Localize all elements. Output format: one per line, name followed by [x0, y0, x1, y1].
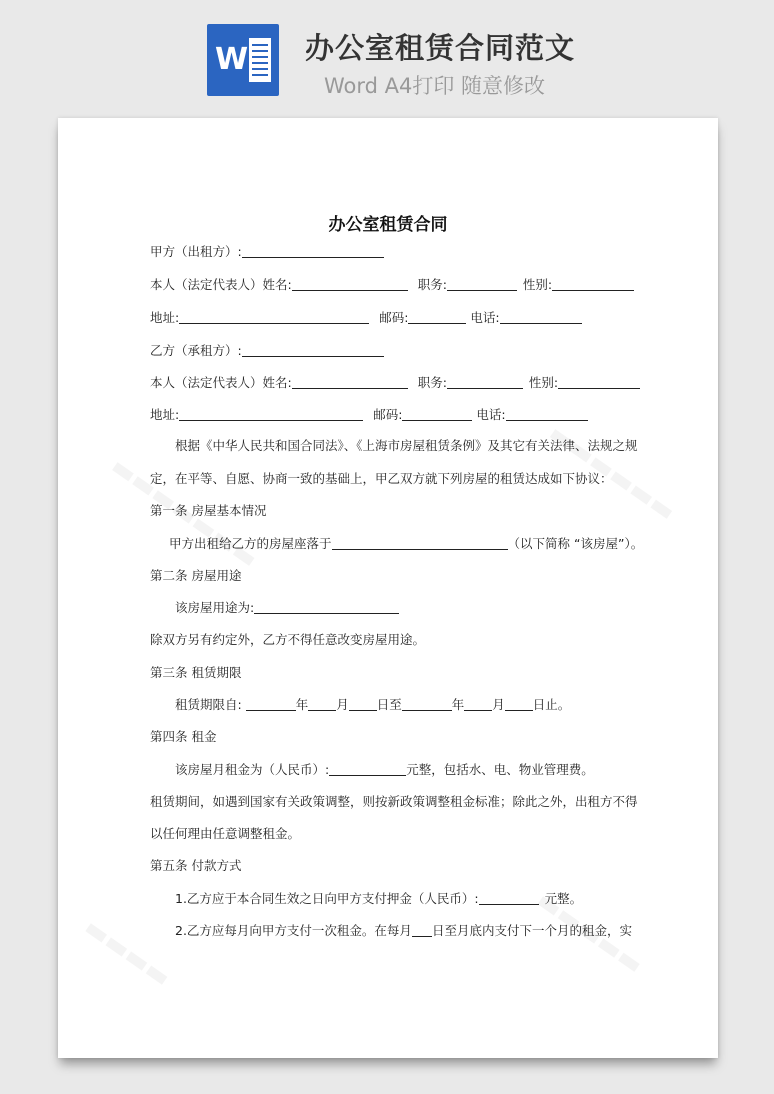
rep-label: 本人（法定代表人）姓名: — [150, 375, 292, 390]
payment-label: 2.乙方应每月向甲方支付一次租金。在每月 — [175, 923, 412, 938]
start-day-blank[interactable] — [349, 698, 377, 711]
party-b-line — [150, 343, 384, 359]
term-label: 租赁期限自: — [175, 697, 242, 712]
preview-header — [0, 0, 774, 112]
day-end-label: 日止。 — [532, 697, 571, 712]
party-a-rep-line — [150, 277, 634, 293]
start-year-blank[interactable] — [246, 698, 296, 711]
word-icon — [207, 24, 279, 96]
intro-paragraph-line-1: 根据《中华人民共和国合同法》、《上海市房屋租赁条例》及其它有关法律、法规之规 — [175, 438, 638, 453]
phone-blank[interactable] — [506, 408, 588, 421]
party-a-blank[interactable] — [242, 245, 384, 258]
intro-paragraph-line-2: 定，在平等、自愿、协商一致的基础上，甲乙双方就下列房屋的租赁达成如下协议： — [150, 471, 613, 486]
end-day-blank[interactable] — [505, 698, 533, 711]
article-4-note-2: 以任何理由任意调整租金。 — [150, 826, 301, 841]
payment-day-blank[interactable] — [412, 924, 432, 937]
rep-label: 本人（法定代表人）姓名: — [150, 277, 292, 292]
position-blank[interactable] — [447, 376, 523, 389]
party-a-line — [150, 244, 384, 260]
article-2-text-a: 该房屋用途为: — [175, 600, 255, 615]
address-blank[interactable] — [179, 408, 363, 421]
gender-blank[interactable] — [558, 376, 640, 389]
article-2-note: 除双方另有约定外，乙方不得任意改变房屋用途。 — [150, 632, 426, 647]
party-b-rep-line — [150, 375, 640, 391]
year-label: 年 — [295, 697, 309, 712]
address-blank[interactable] — [179, 311, 369, 324]
party-b-label: 乙方（承租方）: — [150, 343, 242, 358]
document-title: 办公室租赁合同 — [328, 215, 448, 235]
article-4-note-1: 租赁期间，如遇到国家有关政策调整，则按新政策调整租金标准；除此之外，出租方不得 — [150, 794, 638, 809]
document-page — [58, 118, 718, 1058]
article-3-text — [175, 697, 570, 713]
gender-blank[interactable] — [552, 278, 634, 291]
rep-name-blank[interactable] — [292, 278, 408, 291]
article-3-title: 第三条 租赁期限 — [150, 665, 242, 680]
page-title: 办公室租赁合同范文 — [305, 31, 576, 65]
rent-suffix: 元整，包括水、电、物业管理费。 — [406, 762, 594, 777]
address-label: 地址: — [150, 407, 180, 422]
month-label: 月 — [492, 697, 505, 712]
document-lines-icon — [249, 38, 271, 82]
end-month-blank[interactable] — [464, 698, 492, 711]
party-b-blank[interactable] — [242, 344, 384, 357]
payment-suffix: 日至月底内支付下一个月的租金，实 — [431, 923, 632, 938]
postcode-label: 邮码: — [379, 310, 409, 325]
year-label: 年 — [451, 697, 465, 712]
rent-blank[interactable] — [329, 763, 406, 776]
month-label: 月 — [336, 697, 349, 712]
article-5-item-1 — [175, 891, 582, 907]
gender-label: 性别: — [522, 277, 553, 292]
deposit-blank[interactable] — [479, 892, 539, 905]
position-blank[interactable] — [447, 278, 517, 291]
phone-label: 电话: — [470, 310, 500, 325]
article-1-text — [169, 536, 643, 552]
address-label: 地址: — [150, 310, 180, 325]
rent-label: 该房屋月租金为（人民币）: — [175, 762, 330, 777]
party-a-label: 甲方（出租方）: — [150, 244, 242, 259]
position-label: 职务: — [417, 277, 447, 292]
article-1-text-a: 甲方出租给乙方的房屋座落于 — [169, 536, 332, 551]
location-blank[interactable] — [332, 537, 508, 550]
postcode-blank[interactable] — [408, 311, 466, 324]
party-b-address-line — [150, 407, 588, 423]
postcode-label: 邮码: — [373, 407, 403, 422]
article-1-text-b: （以下简称 “该房屋”）。 — [507, 536, 644, 551]
deposit-label: 1.乙方应于本合同生效之日向甲方支付押金（人民币）: — [175, 891, 479, 906]
phone-blank[interactable] — [500, 311, 582, 324]
article-4-title: 第四条 租金 — [150, 729, 217, 744]
page-subtitle: Word A4打印 随意修改 — [324, 74, 546, 98]
article-4-text — [175, 762, 594, 778]
party-a-address-line — [150, 310, 582, 326]
article-5-title: 第五条 付款方式 — [150, 858, 242, 873]
article-1-title: 第一条 房屋基本情况 — [150, 503, 267, 518]
article-5-item-2 — [175, 923, 632, 939]
article-2-title: 第二条 房屋用途 — [150, 568, 242, 583]
word-icon-letter: W — [215, 42, 249, 77]
gender-label: 性别: — [528, 375, 559, 390]
phone-label: 电话: — [476, 407, 506, 422]
article-2-text — [175, 600, 399, 616]
start-month-blank[interactable] — [308, 698, 336, 711]
end-year-blank[interactable] — [402, 698, 452, 711]
usage-blank[interactable] — [254, 601, 399, 614]
rep-name-blank[interactable] — [292, 376, 408, 389]
watermark — [78, 913, 176, 994]
deposit-suffix: 元整。 — [544, 891, 583, 906]
position-label: 职务: — [417, 375, 447, 390]
postcode-blank[interactable] — [402, 408, 472, 421]
day-to-label: 日至 — [376, 697, 402, 712]
